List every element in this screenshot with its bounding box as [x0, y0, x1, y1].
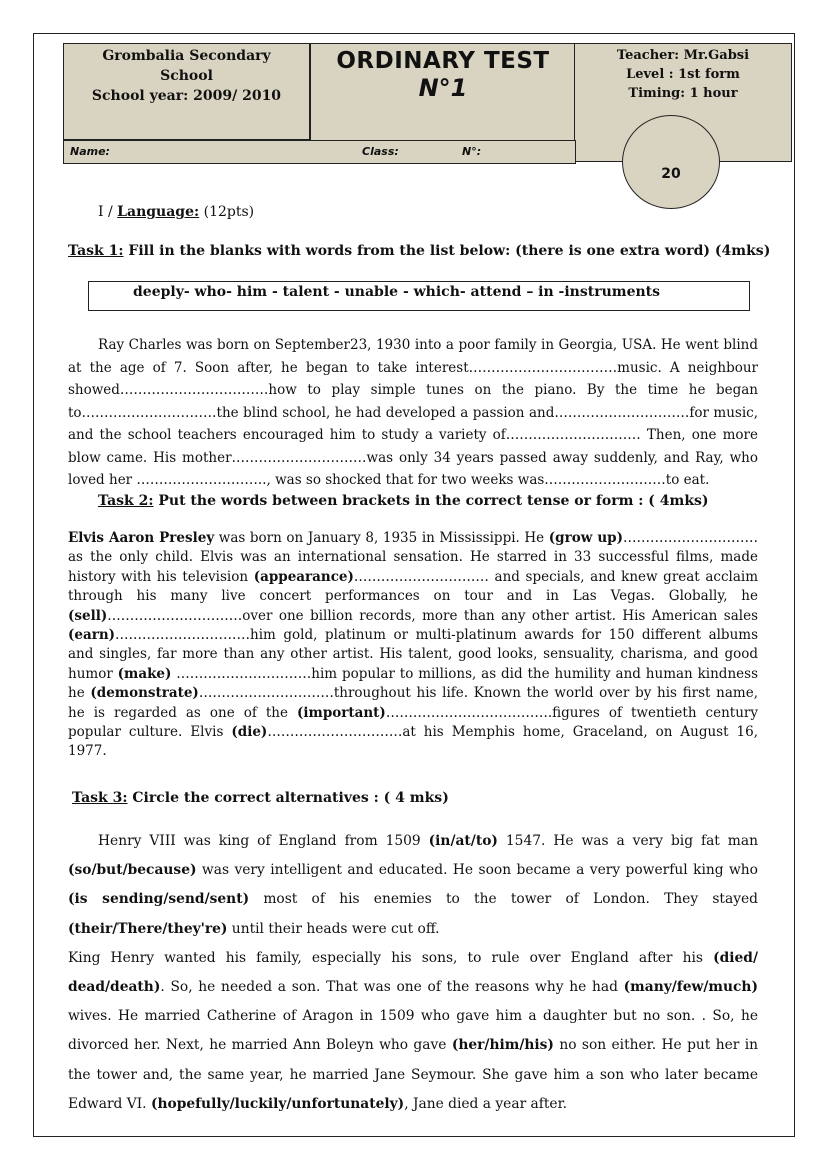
bracket-prompt: (demonstrate) — [90, 685, 199, 702]
task1-label: Task 1: — [68, 243, 124, 259]
score-total: 20 — [661, 166, 681, 182]
section-heading — [98, 204, 254, 220]
bracket-prompt: (so/but/because) — [68, 862, 197, 879]
task2-heading — [98, 493, 709, 509]
timing: Timing: 1 hour — [628, 86, 738, 101]
task2-label: Task 2: — [98, 493, 154, 509]
text-run: . So, he needed a son. That was one of the reasons why he had — [160, 979, 624, 996]
test-number: N°1 — [418, 74, 468, 102]
bracket-prompt: (sell) — [68, 607, 108, 624]
bracket-prompt: (earn) — [68, 627, 116, 644]
school-name-line1: Grombalia Secondary — [102, 48, 271, 64]
bracket-prompt: (their/There/they're) — [68, 920, 228, 937]
text-run: 1547. He was a very big fat man — [497, 833, 758, 849]
task3-paragraph — [68, 827, 758, 1119]
text-run: until their heads were cut off. — [227, 920, 440, 937]
number-label: N°: — [462, 145, 482, 158]
task3-heading — [72, 790, 449, 806]
text-run: …………………………as the only child. Elvis was an international sensation. He starred in 33 successful films, made history with his television — [68, 530, 758, 585]
task2-instruction: Put the words between brackets in the correct tense or form : ( 4mks) — [153, 493, 709, 509]
task1-paragraph: Ray Charles was born on September23, 1930 into a poor family in Georgia, USA. He went blind at the age of 7. Soon after, he began to take interest……………………………music. A neighbour showed……………………………how to play simple tunes on the piano. By the time he began to…………………………the blind school, he had developed a passion and…………………………for music, and the school teachers encouraged him to study a variety of………………………… Then, one more blow came. His mother…………………………was only 34 years passed away suddenly, and Ray, who loved her ……………………….., was so shocked that for two weeks was………………………to eat. — [68, 337, 758, 488]
bracket-prompt: Elvis Aaron Presley — [68, 530, 215, 546]
task2-paragraph — [68, 529, 758, 762]
bracket-prompt: (hopefully/luckily/unfortunately) — [150, 1095, 405, 1112]
task3-label: Task 3: — [72, 790, 128, 806]
text-run: …………………………him gold, platinum or multi-platinum awards for 150 different albums and singles, far more than any other artist. His talent, good looks, sensuality, charisma, and good humor — [68, 627, 758, 682]
text-run: …………………………him popular to millions, as did the humility and human kindness he — [68, 665, 758, 702]
task3-instruction: Circle the correct alternatives : ( 4 mks) — [127, 790, 449, 806]
bracket-prompt: (is sending/send/sent) — [68, 891, 250, 908]
bracket-prompt: (her/him/his) — [451, 1037, 554, 1054]
title-box — [310, 43, 576, 142]
text-run: ……………………………….figures of twentieth century popular culture. Elvis — [68, 704, 758, 741]
text-run: …………………………over one billion records, more than any other artist. His American sales — [107, 607, 758, 624]
school-info-box — [63, 43, 310, 140]
text-run: most of his enemies to the tower of London. They stayed — [249, 891, 758, 908]
test-title: ORDINARY TEST — [336, 48, 550, 74]
school-year: School year: 2009/ 2010 — [91, 88, 282, 104]
word-list: deeply- who- him - talent - unable - which- attend – in -instruments — [133, 284, 661, 300]
task1-instruction: Fill in the blanks with words from the list below: (there is one extra word) (4mks) — [123, 243, 771, 259]
bracket-prompt: (make) — [117, 665, 172, 682]
score-circle — [622, 115, 720, 209]
text-run: wives. He married Catherine of Aragon in 1509 who gave him a daughter but no son. . So, he divorced her. Next, he married Ann Boleyn who gave — [68, 1008, 758, 1054]
text-run: …………………………throughout his life. Known the world over by his first name, he is regarded as one of the — [68, 685, 758, 721]
bracket-prompt: (grow up) — [548, 530, 623, 546]
section-number: I / — [98, 204, 118, 220]
section-points: (12pts) — [199, 204, 255, 220]
text-run: Henry VIII was king of England from 1509 — [98, 833, 429, 849]
text-run: was very intelligent and educated. He soon became a very powerful king who — [196, 862, 758, 879]
level: Level : 1st form — [626, 67, 740, 82]
word-list-box — [88, 281, 750, 311]
text-run: ………………………… and specials, and knew great acclaim through his many live concert performances on tour and in Las Vegas. Globally, he — [68, 568, 758, 605]
text-run: …………………………at his Memphis home, Graceland, on August 16, 1977. — [68, 724, 758, 760]
bracket-prompt: (in/at/to) — [428, 833, 498, 849]
bracket-prompt: (important) — [297, 704, 386, 721]
teacher-name: Teacher: Mr.Gabsi — [616, 48, 750, 63]
text-run: King Henry wanted his family, especially his sons, to rule over England after his — [68, 949, 714, 966]
bracket-prompt: (die) — [231, 724, 268, 741]
task1-text — [68, 334, 758, 492]
bracket-prompt: (died/ dead/death) — [68, 949, 758, 996]
student-info-row — [63, 140, 576, 164]
text-run: was born on January 8, 1935 in Mississippi. He — [214, 530, 549, 546]
text-run: no son either. He put her in the tower and, the same year, he married Jane Seymour. She gave him a son who later became Edward VI. — [68, 1037, 759, 1112]
bracket-prompt: (appearance) — [253, 568, 354, 585]
task1-heading — [68, 243, 770, 259]
school-name-line2: School — [160, 68, 213, 84]
class-label: Class: — [362, 145, 399, 158]
bracket-prompt: (many/few/much) — [623, 979, 758, 996]
name-label: Name: — [70, 145, 110, 158]
text-run: , Jane died a year after. — [404, 1095, 568, 1112]
section-title: Language: — [117, 204, 200, 220]
